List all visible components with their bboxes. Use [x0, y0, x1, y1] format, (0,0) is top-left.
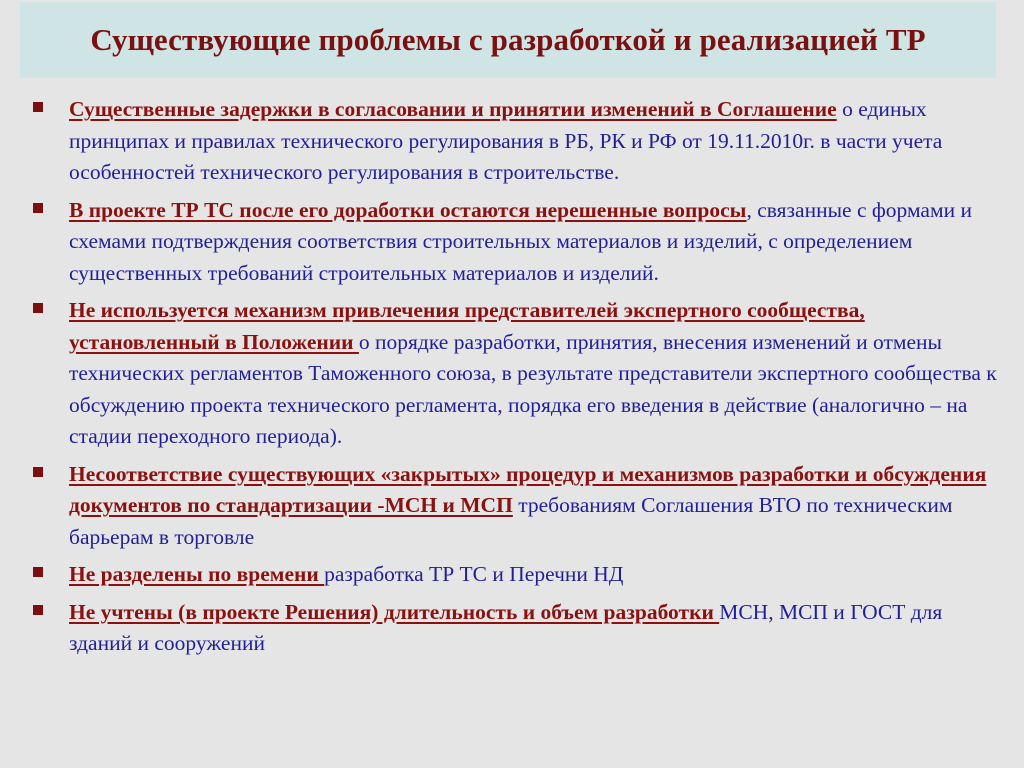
problem-list	[27, 94, 999, 666]
square-bullet-icon	[33, 303, 43, 313]
list-item	[27, 459, 999, 554]
item-highlight: Существенные задержки в согласовании и принятии изменений в Соглашение	[69, 97, 837, 121]
item-highlight: Несоответствие существующих «закрытых» процедур и механизмов разработки и обсуждения документов по стандартизации -МСН и МСП	[69, 461, 987, 517]
item-highlight: Не учтены (в проекте Решения) длительность и объем разработки	[69, 599, 720, 624]
item-text: требованиям Соглашения ВТО по техническим барьерам в торговле	[69, 493, 953, 549]
list-item	[27, 195, 999, 290]
item-text: о порядке разработки, принятия, внесения изменений и отмены технических регламентов Таможенного союза, в результате представители экспертного сообщества к обсуждению проекта технического регламента, порядка его введения в действие (аналогично – на стадии переходного периода).	[69, 329, 997, 448]
square-bullet-icon	[33, 102, 43, 112]
list-item	[27, 597, 999, 660]
item-highlight: В проекте ТР ТС после его доработки остаются нерешенные вопросы	[69, 197, 747, 222]
list-item	[27, 295, 999, 453]
item-text: МСН, МСП и ГОСТ для зданий и сооружений	[69, 599, 943, 655]
list-item	[27, 94, 999, 189]
list-item	[27, 559, 999, 591]
item-highlight: Не используется механизм привлечения представителей экспертного сообщества, установленный в Положении	[69, 298, 865, 354]
item-highlight: Не разделены по времени	[69, 562, 325, 586]
item-text: о единых принципах и правилах технического регулирования в РБ, РК и РФ от 19.11.2010г. в части учета особенностей технического регулирования в строительстве.	[69, 97, 943, 184]
square-bullet-icon	[33, 467, 43, 477]
square-bullet-icon	[33, 605, 43, 615]
square-bullet-icon	[33, 567, 43, 577]
square-bullet-icon	[33, 203, 43, 213]
item-text: , связанные с формами и схемами подтверждения соответствия строительных материалов и изделий, с определением существенных требований строительных материалов и изделий.	[69, 197, 972, 285]
item-text: разработка ТР ТС и Перечни НД	[324, 562, 624, 586]
title-bar	[20, 2, 996, 78]
page-title: Существующие проблемы с разработкой и реализацией ТР	[90, 22, 926, 57]
